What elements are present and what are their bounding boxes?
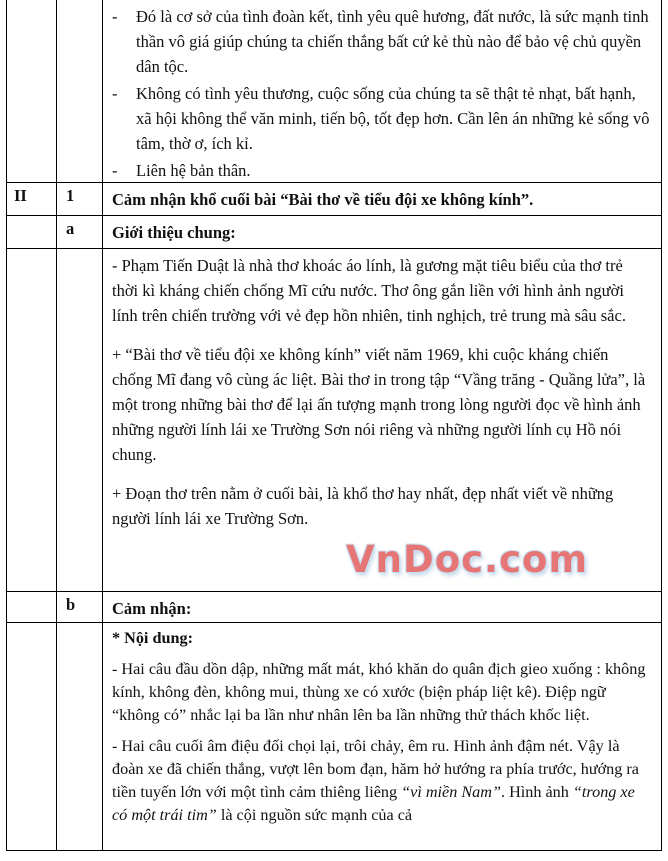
cell-index: b [57,592,103,622]
analysis-heading: * Nội dung: [112,629,193,647]
cell-content [103,249,661,591]
table-row-prev-answer [7,0,661,183]
cell-index: a [57,216,103,248]
intro-paragraph-1: - Phạm Tiến Duật là nhà thơ khoác áo lính, là gương mặt tiêu biểu của thơ trẻ thời kì kháng chiến chống Mĩ cứu nước. Thơ ông gắn liền với hình ảnh người lính trên chiến trường với vẻ đẹp hồn nhiên, tinh nghịch, trẻ trung mà sâu sắc. [112,256,626,325]
bullet-text: Liên hệ bản thân. [136,161,251,180]
cell-roman-empty [7,216,57,248]
bullet-marker: - [112,161,118,180]
analysis-p2-quote-1: “vì miền Nam” [401,783,501,801]
table-row-analysis [7,623,661,851]
analysis-p2-text: - Hai câu cuối âm điệu đối chọi lại, trôi chảy, êm ru. Hình ảnh đậm nét. Vậy là đoàn xe đã chiến thắng, vượt lên bom đạn, hăm hở hướng ra phía trước, hướng ra tiền tuyến lớn với một tình cảm thiêng liêng [112,737,639,801]
cell-content [103,0,661,182]
section-b-title: Cảm nhận: [112,599,192,618]
cell-roman-empty [7,249,57,591]
bullet-marker: - [112,84,118,103]
cell-roman-empty [7,0,57,182]
cell-roman: II [7,183,57,215]
table-row-intro [7,249,661,592]
cell-roman-empty [7,623,57,850]
bullet-text: Đó là cơ sở của tình đoàn kết, tình yêu quê hương, đất nước, là sức mạnh tinh thần vô giá giúp chúng ta chiến thắng bất cứ kẻ thù nào để bảo vệ chủ quyền dân tộc. [136,7,649,76]
list-item [112,4,652,79]
cell-index-empty [57,623,103,850]
question-title: Cảm nhận khổ cuối bài “Bài thơ về tiểu đội xe không kính”. [112,190,534,209]
list-item [112,158,652,183]
table-row-question2 [7,183,661,216]
analysis-p2-quote-2: “trong xe có một trái tim” [112,783,635,824]
analysis-paragraph-1: - Hai câu đầu dồn dập, những mất mát, khó khăn do quân địch gieo xuống : không kính, không đèn, không mui, thùng xe có xước (biện pháp liệt kê). Điệp ngữ “không có” nhắc lại ba lần như nhân lên ba lần những thử thách khốc liệt. [112,660,646,724]
analysis-p2-text: . Hình ảnh [500,783,573,801]
bullet-marker: - [112,7,118,26]
table-row-section-a [7,216,661,249]
list-item [112,81,652,156]
cell-index: 1 [57,183,103,215]
cell-content [103,623,661,850]
intro-paragraph-2: + “Bài thơ về tiểu đội xe không kính” viết năm 1969, khi cuộc kháng chiến chống Mĩ đang vô cùng ác liệt. Bài thơ in trong tập “Vầng trăng - Quầng lửa”, là một trong những bài thơ để lại ấn tượng mạnh trong lòng người đọc về hình ảnh những người lính lái xe Trường Sơn nói riêng và những người lính cụ Hồ nói chung. [112,345,646,464]
section-a-title: Giới thiệu chung: [112,223,236,242]
analysis-paragraph-2 [112,735,652,827]
cell-roman-empty [7,592,57,622]
cell-index-empty [57,249,103,591]
table-row-section-b [7,592,661,623]
answer-table [6,0,662,851]
vndoc-watermark: VnDoc.com [346,538,589,581]
bullet-text: Không có tình yêu thương, cuộc sống của chúng ta sẽ thật tẻ nhạt, bất hạnh, xã hội không thể văn minh, tiến bộ, tốt đẹp hơn. Cần lên án những kẻ sống vô tâm, thờ ơ, ích kỉ. [136,84,650,153]
analysis-p2-text: là cội nguồn sức mạnh của cả [216,806,413,824]
intro-paragraph-3: + Đoạn thơ trên nằm ở cuối bài, là khổ thơ hay nhất, đẹp nhất viết về những người lính lái xe Trường Sơn. [112,484,614,528]
cell-index-empty [57,0,103,182]
